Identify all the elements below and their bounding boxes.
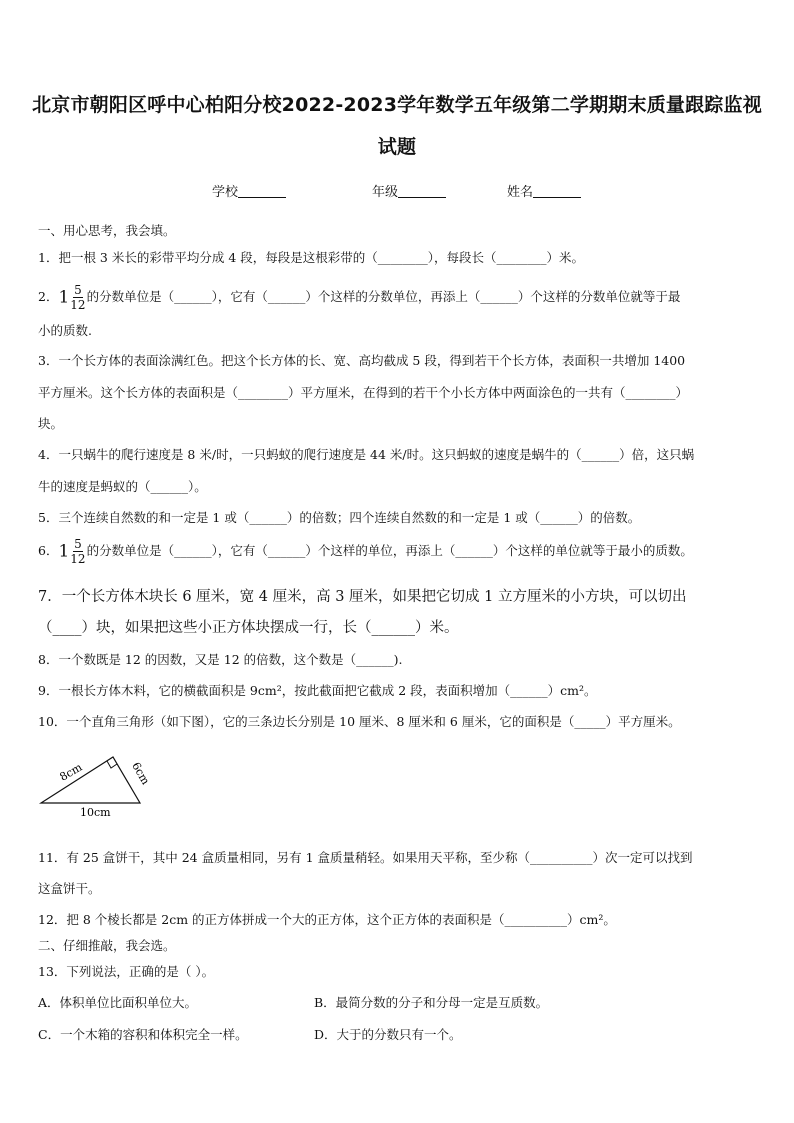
side-label-6cm: 6cm [129,759,153,787]
question-4-line-2: 牛的速度是蚂蚁的（______）。 [38,479,207,494]
triangle-shape [41,757,140,803]
fraction [70,283,85,312]
name-label: 姓名 [507,185,534,200]
question-11-line-2: 这盒饼干。 [38,881,101,896]
fraction [70,537,85,566]
question-5: 5．三个连续自然数的和一定是 1 或（______）的倍数；四个连续自然数的和一定是 1 或（______）的倍数。 [38,510,641,525]
name-field[interactable] [507,181,581,200]
school-blank[interactable] [238,185,286,198]
option-a[interactable]: A．体积单位比面积单位大。 [38,995,198,1010]
question-6-text: 的分数单位是（______），它有（______）个这样的单位，再添上（______）个这样的单位就等于最小的质数。 [86,543,693,558]
section-2-heading: 二、仔细推敲，我会选。 [38,938,176,953]
question-9: 9．一根长方体木料，它的横截面积是 9cm²，按此截面把它截成 2 段，表面积增加（______）cm²。 [38,683,597,698]
question-2-number: 2． [38,289,59,304]
question-3-line-3: 块。 [38,416,64,431]
fraction-numerator: 5 [74,283,82,297]
document-title: 北京市朝阳区呼中心柏阳分校2022-2023学年数学五年级第二学期期末质量跟踪监视 [32,94,762,116]
question-13: 13．下列说法，正确的是（ ）。 [38,964,215,979]
question-3-line-2: 平方厘米。这个长方体的表面积是（________）平方厘米，在得到的若干个小长方体中两面涂色的一共有（________） [38,385,689,400]
option-d[interactable]: D．大于的分数只有一个。 [314,1027,462,1042]
question-2-text: 的分数单位是（______），它有（______）个这样的分数单位，再添上（______）个这样的分数单位就等于最 [86,289,681,304]
side-label-8cm: 8cm [57,760,85,784]
fraction-numerator: 5 [74,537,82,551]
fraction-denominator: 12 [70,552,86,566]
question-1: 1．把一根 3 米长的彩带平均分成 4 段，每段是这根彩带的（________），每段长（________）米。 [38,250,585,265]
section-1-heading: 一、用心思考，我会填。 [38,223,176,238]
grade-blank[interactable] [398,185,446,198]
question-3: 3．一个长方体的表面涂满红色。把这个长方体的长、宽、高均截成 5 段，得到若干个长方体，表面积一共增加 1400 [38,353,686,368]
side-label-10cm: 10cm [80,806,111,819]
fraction-denominator: 12 [70,298,86,312]
grade-label: 年级 [372,185,399,200]
grade-field[interactable] [372,181,446,200]
question-8: 8．一个数既是 12 的因数，又是 12 的倍数，这个数是（______). [38,652,403,667]
school-field[interactable] [212,181,286,200]
mixed-number-whole: 1 [58,287,70,308]
question-4: 4．一只蜗牛的爬行速度是 8 米/时，一只蚂蚁的爬行速度是 44 米/时。这只蚂蚁的速度是蜗牛的（______）倍，这只蜗 [38,447,695,462]
question-10: 10．一个直角三角形（如下图），它的三条边长分别是 10 厘米、8 厘米和 6 厘米，它的面积是（_____）平方厘米。 [38,714,681,729]
mixed-number-whole: 1 [58,541,70,562]
question-6-number: 6． [38,543,59,558]
question-2 [38,283,680,312]
question-11: 11．有 25 盒饼干，其中 24 盒质量相同，另有 1 盒质量稍轻。如果用天平称，至少称（__________）次一定可以找到 [38,850,693,865]
option-b[interactable]: B．最简分数的分子和分母一定是互质数。 [314,995,549,1010]
document-title-continued: 试题 [377,136,417,158]
option-c[interactable]: C．一个木箱的容积和体积完全一样。 [38,1027,248,1042]
question-7: 7．一个长方体木块长 6 厘米，宽 4 厘米，高 3 厘米，如果把它切成 1 立方厘米的小方块，可以切出 [38,589,687,605]
right-triangle-figure [30,748,160,820]
school-label: 学校 [212,185,239,200]
question-12: 12．把 8 个棱长都是 2cm 的正方体拼成一个大的正方体，这个正方体的表面积是（__________）cm²。 [38,912,616,927]
question-6 [38,537,693,566]
question-2-continued: 小的质数. [38,323,92,338]
name-blank[interactable] [533,185,581,198]
question-7-line-2: （____）块，如果把这些小正方体块摆成一行，长（______）米。 [38,620,459,636]
